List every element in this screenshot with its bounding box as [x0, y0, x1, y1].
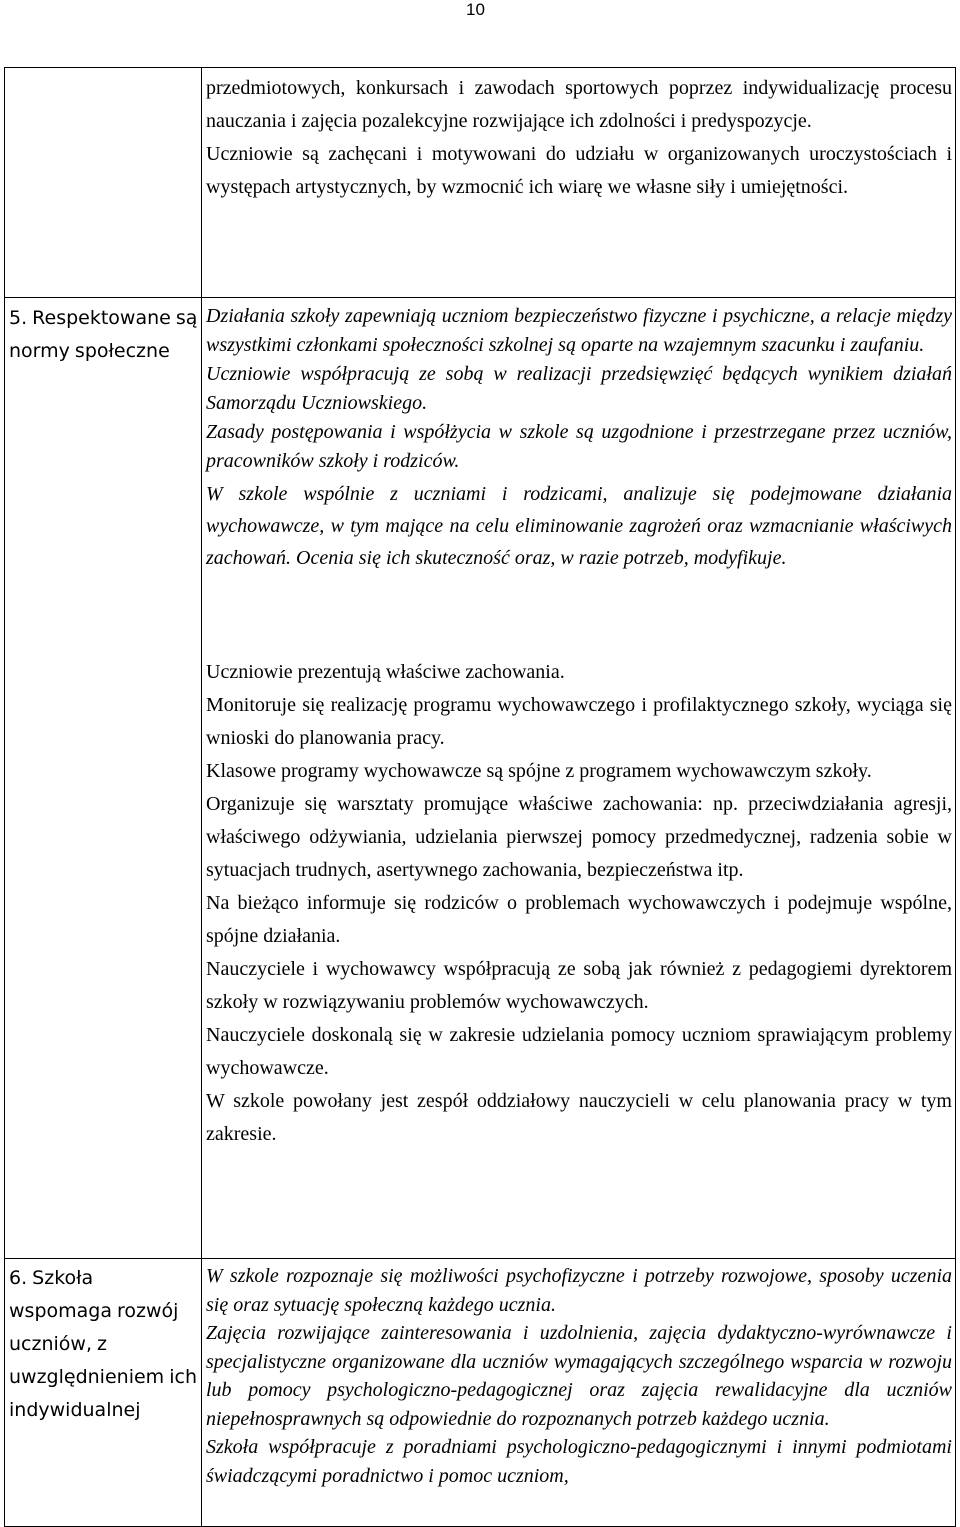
paragraph: Szkoła współpracuje z poradniami psychologiczno-pedagogicznymi i innymi podmiotami świadczącymi poradnictwo i pomoc uczniom, — [206, 1436, 952, 1487]
row-divider — [5, 1258, 955, 1259]
paragraph: Organizuje się warsztaty promujące właściwe zachowania: np. przeciwdziałania agresji, właściwego odżywiania, udzielania pierwszej pomocy przedmedycznej, radzenia sobie w sytuacjach trudnych, asertywnego zachowania, bezpieczeństwa itp. — [206, 793, 952, 881]
row-divider — [5, 297, 955, 298]
column-divider — [201, 68, 202, 1526]
paragraph: Nauczyciele doskonalą się w zakresie udzielania pomocy uczniom sprawiającym problemy wychowawcze. — [206, 1024, 952, 1079]
paragraph: przedmiotowych, konkursach i zawodach sportowych poprzez indywidualizację procesu nauczania i zajęcia pozalekcyjne rozwijające ich zdolności i predyspozycje. — [206, 77, 952, 132]
row-5-criteria — [206, 302, 952, 574]
paragraph: Działania szkoły zapewniają uczniom bezpieczeństwo fizyczne i psychiczne, a relacje między wszystkimi członkami społeczności szkolnej są oparte na wzajemnym szacunku i zaufaniu. — [206, 305, 952, 356]
paragraph: Uczniowie współpracują ze sobą w realizacji przedsięwzięć będących wynikiem działań Samorządu Uczniowskiego. — [206, 363, 952, 414]
paragraph: Na bieżąco informuje się rodziców o problemach wychowawczych i podejmuje wspólne, spójne działania. — [206, 892, 952, 947]
row-6-criteria — [206, 1262, 952, 1490]
paragraph: Uczniowie prezentują właściwe zachowania. — [206, 661, 565, 683]
paragraph: W szkole wspólnie z uczniami i rodzicami, analizuje się podejmowane działania wychowawcze, w tym mające na celu eliminowanie zagrożeń oraz wzmacnianie właściwych zachowań. Ocenia się ich skuteczność oraz, w razie potrzeb, modyfikuje. — [206, 483, 952, 569]
paragraph: Monitoruje się realizację programu wychowawczego i profilaktycznego szkoły, wyciąga się wnioski do planowania pracy. — [206, 694, 952, 749]
content-table — [4, 67, 956, 1527]
row-5-actions — [206, 656, 952, 1151]
paragraph: Zasady postępowania i współżycia w szkole są uzgodnione i przestrzegane przez uczniów, pracowników szkoły i rodziców. — [206, 421, 952, 472]
row-1-content — [206, 72, 952, 204]
page-number: 10 — [466, 0, 485, 19]
paragraph: W szkole rozpoznaje się możliwości psychofizyczne i potrzeby rozwojowe, sposoby uczenia się oraz sytuację społeczną każdego ucznia. — [206, 1265, 952, 1316]
paragraph: Uczniowie są zachęcani i motywowani do udziału w organizowanych uroczystościach i występach artystycznych, by wzmocnić ich wiarę we własne siły i umiejętności. — [206, 143, 952, 198]
paragraph: Nauczyciele i wychowawcy współpracują ze sobą jak również z pedagogiemi dyrektorem szkoły w rozwiązywaniu problemów wychowawczych. — [206, 958, 952, 1013]
paragraph: W szkole powołany jest zespół oddziałowy nauczycieli w celu planowania pracy w tym zakresie. — [206, 1090, 952, 1145]
row-6-label: 6. Szkoła wspomaga rozwój uczniów, z uwzględnieniem ich indywidualnej — [9, 1267, 197, 1421]
paragraph: Zajęcia rozwijające zainteresowania i uzdolnienia, zajęcia dydaktyczno-wyrównawcze i specjalistyczne organizowane dla uczniów wymagających szczególnego wsparcia w rozwoju lub pomocy psychologiczno-pedagogicznej oraz zajęcia rewalidacyjne dla uczniów niepełnosprawnych są odpowiednie do rozpoznanych potrzeb każdego ucznia. — [206, 1322, 952, 1430]
paragraph: Klasowe programy wychowawcze są spójne z programem wychowawczym szkoły. — [206, 760, 872, 782]
row-5-label: 5. Respektowane są normy społeczne — [9, 307, 198, 362]
